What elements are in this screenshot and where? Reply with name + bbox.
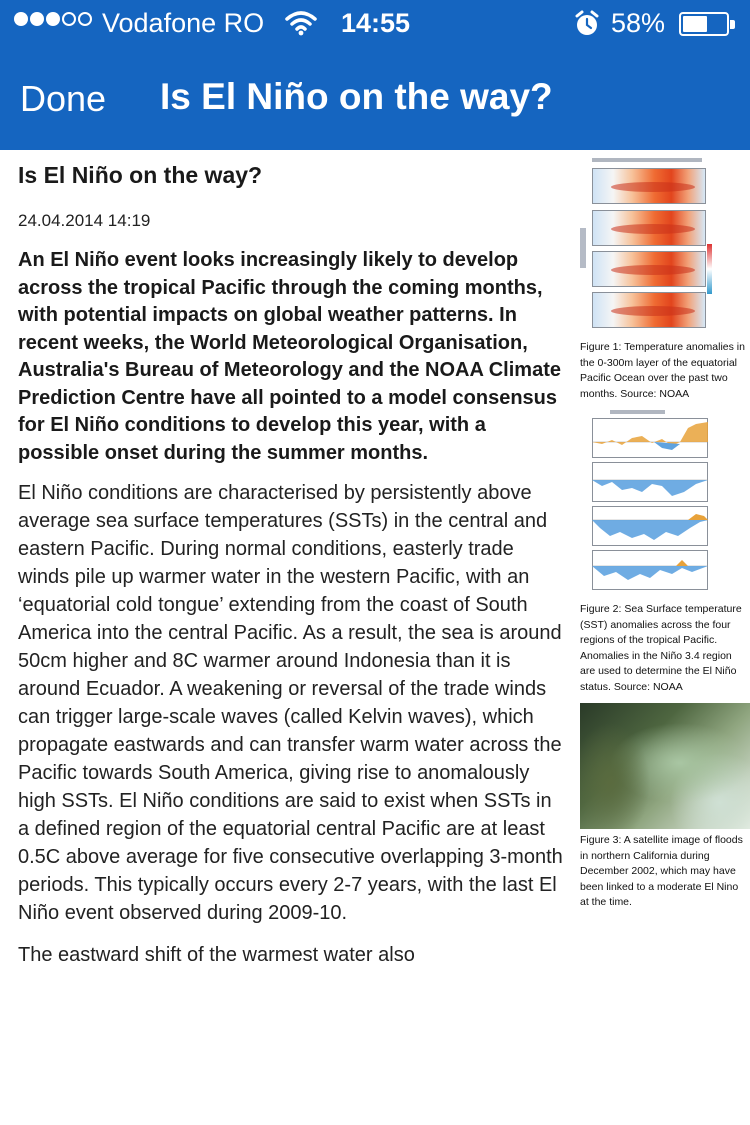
figure-1[interactable] (580, 158, 748, 402)
figure-sidebar (580, 158, 748, 911)
article-headline: Is El Niño on the way? (18, 162, 263, 188)
ocean-temperature-anomaly-image (580, 158, 712, 336)
wifi-icon (285, 10, 317, 36)
article-body (18, 158, 566, 969)
article-lead: An El Niño event looks increasingly likely to develop across the tropical Pacific through the coming months, with potential impacts on global weather patterns. In recent weeks, the World Meteorological Organisation, Australia's Bureau of Meteorology and the NOAA Climate Prediction Centre have all pointed to a model consensus for El Niño conditions to develop this year, with a possible onset during the summer months. (18, 249, 561, 464)
nav-title: Is El Niño on the way? (160, 76, 553, 117)
sst-anomaly-graphs-image (580, 410, 712, 598)
alarm-icon (574, 10, 600, 38)
article-date: 24.04.2014 14:19 (18, 211, 151, 230)
status-bar (0, 0, 750, 50)
battery-icon (679, 12, 729, 36)
figure-3[interactable] (580, 703, 748, 911)
figure-caption: Figure 3: A satellite image of floods in northern California during December 2002, which may have been linked to a moderate El Nino at the time. (580, 834, 743, 908)
battery-percentage: 58% (611, 8, 666, 38)
navigation-bar (0, 60, 750, 140)
figure-caption: Figure 2: Sea Surface temperature (SST) anomalies across the four regions of the tropical Pacific. Anomalies in the Niño 3.4 region are used to determine the El Niño status. Source: NOAA (580, 603, 742, 693)
carrier-name: Vodafone RO (102, 8, 265, 38)
status-time: 14:55 (341, 8, 411, 38)
signal-dots-icon (14, 12, 92, 26)
done-button[interactable]: Done (20, 78, 107, 119)
article-paragraph: El Niño conditions are characterised by persistently above average sea surface temperatures (SSTs) in the central and eastern Pacific. During normal conditions, easterly trade winds pile up warmer water in the western Pacific, with an ‘equatorial cold tongue’ extending from the coast of South America into the central Pacific. As a result, the sea is around 50cm higher and 8C warmer around Indonesia than it is around Ecuador. A weakening or reversal of the trade winds can trigger large-scale waves (called Kelvin waves), which propagate eastwards and can transfer warm water across the Pacific towards South America, giving rise to anomalously high SSTs. El Niño conditions are said to exist when SSTs in a defined region of the equatorial central Pacific are at least 0.5C above average for five consecutive overlapping 3-month periods. This typically occurs every 2-7 years, with the last El Niño event observed during 2009-10. (18, 482, 563, 924)
figure-caption: Figure 1: Temperature anomalies in the 0-300m layer of the equatorial Pacific Ocean over the past two months. Source: NOAA (580, 341, 745, 400)
satellite-image (580, 703, 750, 829)
figure-2[interactable] (580, 410, 748, 695)
article-paragraph: The eastward shift of the warmest water also (18, 944, 415, 966)
top-bar (0, 0, 750, 150)
